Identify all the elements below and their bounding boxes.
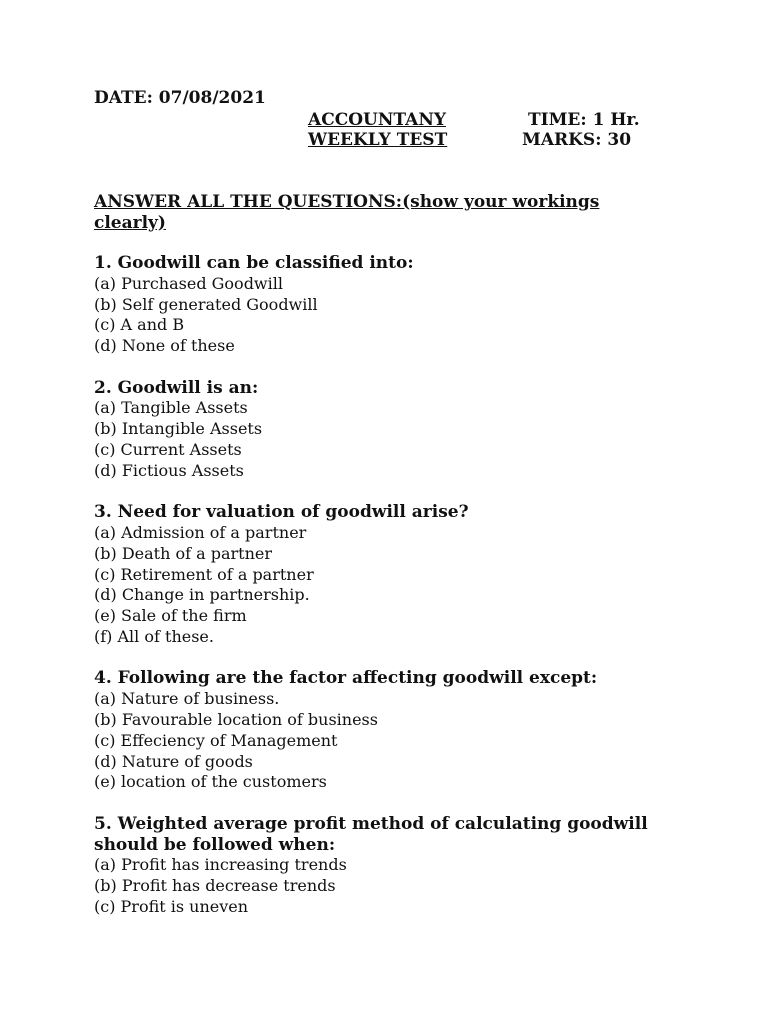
question-2 bbox=[94, 378, 694, 482]
option-b: (b) Intangible Assets bbox=[94, 419, 263, 439]
option-c: (c) Retirement of a partner bbox=[94, 564, 314, 584]
option-d: (d) Nature of goods bbox=[94, 751, 253, 771]
option-b: (b) Profit has decrease trends bbox=[94, 876, 336, 896]
question-1 bbox=[94, 253, 694, 357]
question-text: 3. Need for valuation of goodwill arise? bbox=[94, 502, 469, 523]
question-text: 1. Goodwill can be classified into: bbox=[94, 253, 414, 273]
option-d: (d) Change in partnership. bbox=[94, 585, 310, 605]
option-a: (a) Profit has increasing trends bbox=[94, 855, 347, 875]
test-type-title: WEEKLY TEST bbox=[308, 130, 448, 150]
question-text: 4. Following are the factor affecting goodwill except: bbox=[94, 668, 598, 689]
question-4 bbox=[94, 668, 694, 793]
subject-title: ACCOUNTANY bbox=[308, 110, 447, 130]
option-a: (a) Tangible Assets bbox=[94, 398, 248, 418]
option-c: (c) A and B bbox=[94, 315, 185, 335]
option-d: (d) Fictious Assets bbox=[94, 460, 244, 480]
test-marks: MARKS: 30 bbox=[522, 130, 632, 150]
question-list bbox=[94, 253, 694, 938]
option-b: (b) Self generated Goodwill bbox=[94, 294, 318, 314]
option-c: (c) Effeciency of Management bbox=[94, 730, 338, 750]
question-5 bbox=[94, 814, 694, 918]
option-a: (a) Admission of a partner bbox=[94, 522, 307, 542]
option-a: (a) Purchased Goodwill bbox=[94, 273, 283, 293]
option-a: (a) Nature of business. bbox=[94, 689, 280, 709]
option-e: (e) location of the customers bbox=[94, 772, 327, 792]
option-e: (e) Sale of the firm bbox=[94, 606, 247, 626]
option-b: (b) Death of a partner bbox=[94, 543, 273, 563]
option-c: (c) Profit is uneven bbox=[94, 896, 249, 916]
option-c: (c) Current Assets bbox=[94, 439, 242, 459]
option-f: (f) All of these. bbox=[94, 626, 214, 646]
instructions: ANSWER ALL THE QUESTIONS:(show your workings clearly) bbox=[94, 192, 600, 233]
question-3 bbox=[94, 502, 694, 648]
option-d: (d) None of these bbox=[94, 336, 235, 356]
option-b: (b) Favourable location of business bbox=[94, 709, 378, 729]
test-duration: TIME: 1 Hr. bbox=[528, 110, 640, 130]
test-date: DATE: 07/08/2021 bbox=[94, 88, 266, 108]
question-text: 5. Weighted average profit method of calculating goodwill should be followed when: bbox=[94, 813, 648, 855]
question-text: 2. Goodwill is an: bbox=[94, 377, 259, 398]
